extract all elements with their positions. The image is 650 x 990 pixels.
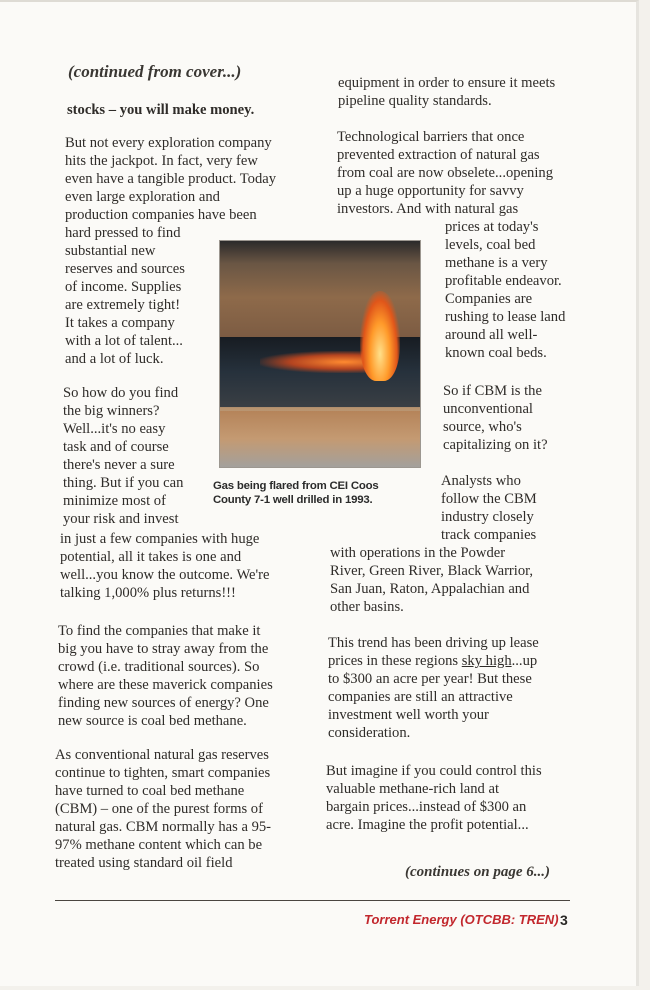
right-paragraph-6: But imagine if you could control this valuable methane-rich land at bargain prices...instead of $300 an acre. Imagine the profit potential...: [326, 763, 542, 833]
sky-high-underlined: sky high: [461, 653, 512, 669]
right-paragraph-4-continued: with operations in the Powder River, Green River, Black Warrior, San Juan, Raton, Appalachian and other basins.: [330, 545, 534, 615]
right-paragraph-3: So if CBM is the unconventional source, who's capitalizing on it?: [443, 383, 548, 453]
continued-from-heading: (continued from cover...): [68, 62, 242, 81]
footer-rule: [55, 900, 570, 901]
right-paragraph-5: [328, 634, 539, 742]
photo-flame: [360, 291, 400, 381]
page-number: 3: [560, 912, 568, 928]
photo-ground: [220, 411, 420, 467]
right-paragraph-4: Analysts who follow the CBM industry closely track companies: [441, 473, 537, 543]
left-paragraph-2: So how do you find the big winners? Well...it's no easy task and of course there's never a sure thing. But if you can minimize most of your risk and invest: [63, 385, 184, 527]
left-paragraph-2-continued: in just a few companies with huge potential, all it takes is one and well...you know the outcome. We're talking 1,000% plus returns!!!: [60, 531, 270, 601]
right-paragraph-2-continued: prices at today's levels, coal bed methane is a very profitable endeavor. Companies are rushing to lease land around all well- known coal beds.: [445, 219, 566, 361]
left-paragraph-4: As conventional natural gas reserves continue to tighten, smart companies have turned to coal bed methane (CBM) – one of the purest forms of natural gas. CBM normally has a 95- 97% methane content which can be treated using standard oil field: [55, 747, 272, 871]
left-paragraph-3: To find the companies that make it big you have to stray away from the crowd (i.e. traditional sources). So where are these maverick companies finding new sources of energy? One new source is coal bed methane.: [58, 623, 273, 729]
lead-sentence: stocks – you will make money.: [67, 102, 255, 118]
gas-flare-photo: [219, 240, 421, 468]
left-paragraph-1: But not every exploration company hits the jackpot. In fact, very few even have a tangible product. Today even large exploration and production companies have been hard pressed to find substantial new reserves and sources of income. Supplies are extremely tight! It takes a company with a lot of talent... and a lot of luck.: [65, 135, 277, 367]
right-paragraph-1: equipment in order to ensure it meets pipeline quality standards.: [338, 75, 556, 109]
right-paragraph-5-a: This trend has been driving up lease prices in these regions: [328, 635, 539, 669]
photo-caption-text: Gas being flared from CEI Coos County 7-1 well drilled in 1993.: [213, 480, 379, 506]
photo-caption: [213, 479, 413, 507]
right-paragraph-5-b: ...up to $300 an acre per year! But these companies are still an attractive investment well worth your consideration.: [328, 653, 538, 741]
footer-brand: Torrent Energy (OTCBB: TREN): [364, 912, 559, 927]
continued-to-link: (continues on page 6...): [405, 864, 551, 880]
right-paragraph-2: Technological barriers that once prevented extraction of natural gas from coal are now obselete...opening up a huge opportunity for savvy investors. And with natural gas: [337, 129, 553, 217]
